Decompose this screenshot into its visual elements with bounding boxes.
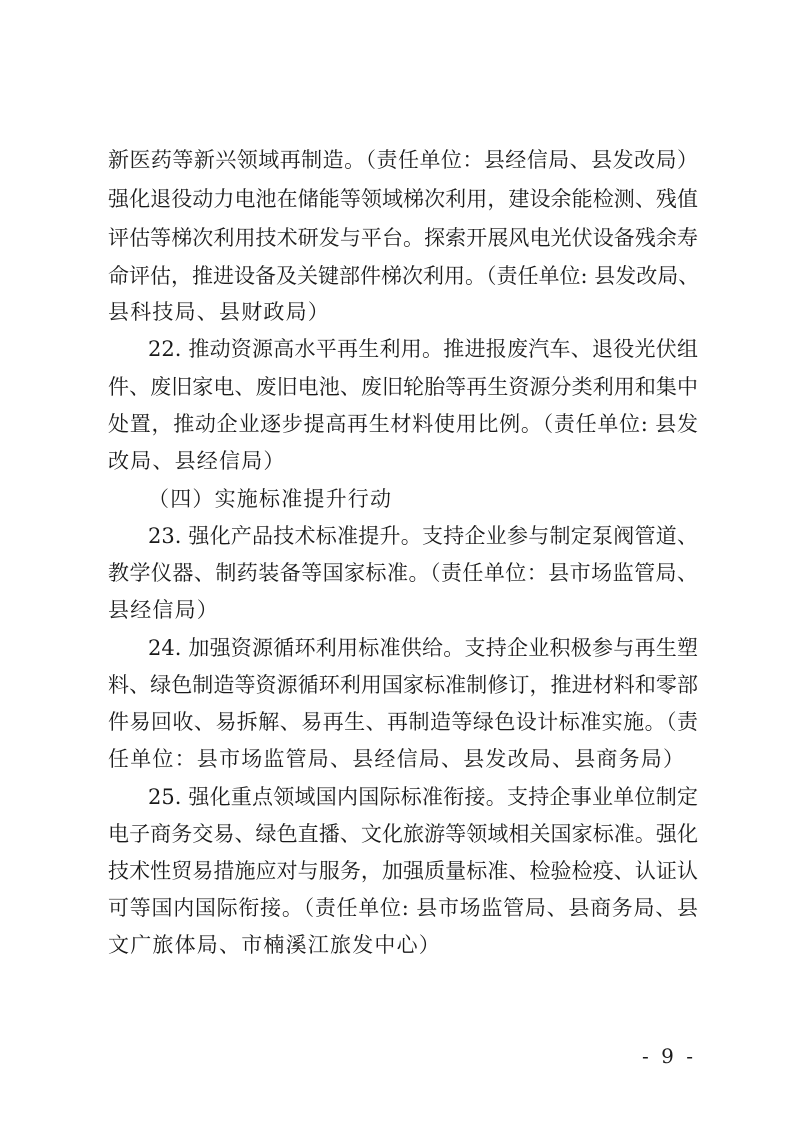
paragraph-24-heading: 24. 加强资源循环利用标准供给。支持企业积极参与再生塑 — [148, 636, 698, 660]
text-line: 教学仪器、制药装备等国家标准。（责任单位：县市场监管局、 — [108, 561, 698, 585]
text-line: 评估等梯次利用技术研发与平台。探索开展风电光伏设备残余寿 — [108, 226, 698, 250]
text-line: 处置，推动企业逐步提高再生材料使用比例。（责任单位: 县发 — [108, 412, 698, 436]
text-line: 县经信局） — [108, 598, 219, 622]
text-line: 任单位：县市场监管局、县经信局、县发改局、县商务局） — [108, 747, 686, 771]
text-line: 县科技局、县财政局） — [108, 300, 330, 324]
text-line: 文广旅体局、市楠溪江旅发中心） — [108, 933, 441, 957]
text-line: 可等国内国际衔接。（责任单位: 县市场监管局、县商务局、县 — [108, 896, 698, 920]
text-line: 技术性贸易措施应对与服务，加强质量标准、检验检疫、认证认 — [108, 859, 698, 883]
paragraph-22-heading: 22. 推动资源高水平再生利用。推进报废汽车、退役光伏组 — [148, 337, 698, 361]
page-number: - 9 - — [642, 1044, 696, 1068]
section-heading: （四）实施标准提升行动 — [148, 487, 393, 511]
text-line: 件易回收、易拆解、易再生、再制造等绿色设计标准实施。（责 — [108, 710, 698, 734]
text-line: 件、废旧家电、废旧电池、废旧轮胎等再生资源分类利用和集中 — [108, 375, 698, 399]
text-line: 新医药等新兴领域再制造。（责任单位：县经信局、县发改局） — [108, 148, 698, 172]
text-line: 命评估，推进设备及关键部件梯次利用。（责任单位: 县发改局、 — [108, 264, 700, 288]
text-line: 强化退役动力电池在储能等领域梯次利用，建设余能检测、残值 — [108, 187, 698, 211]
paragraph-23-heading: 23. 强化产品技术标准提升。支持企业参与制定泵阀管道、 — [148, 524, 698, 548]
text-line: 改局、县经信局） — [108, 449, 286, 473]
text-line: 电子商务交易、绿色直播、文化旅游等领域相关国家标准。强化 — [108, 822, 698, 846]
text-line: 料、绿色制造等资源循环利用国家标准制修订，推进材料和零部 — [108, 673, 698, 697]
paragraph-25-heading: 25. 强化重点领域国内国际标准衔接。支持企事业单位制定 — [148, 785, 698, 809]
